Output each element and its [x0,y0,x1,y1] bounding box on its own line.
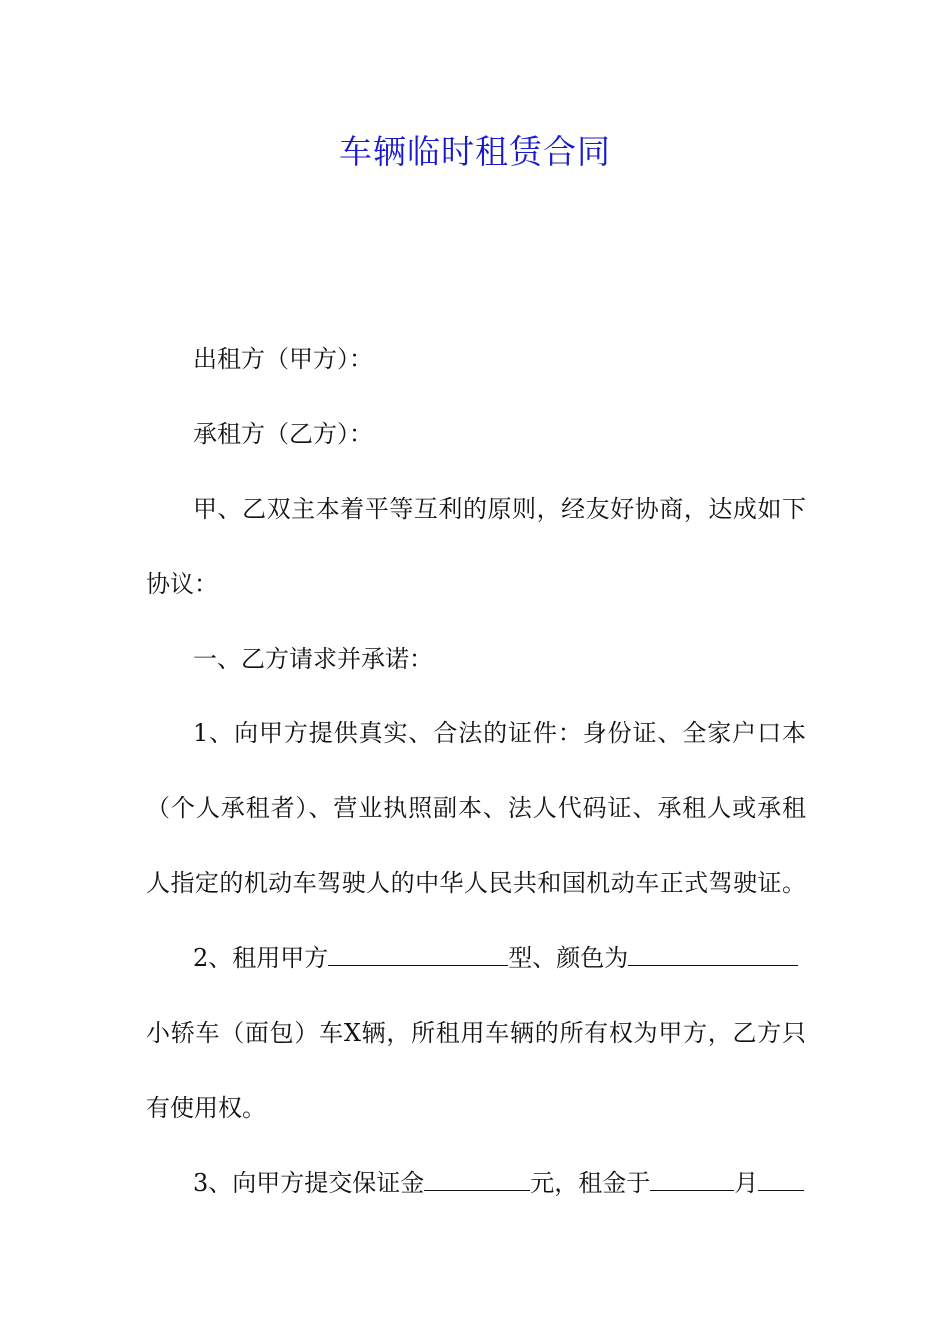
item1-line-2: （个人承租者）、营业执照副本、法人代码证、承租人或承租 [146,794,806,822]
vehicle-color-blank[interactable] [628,943,798,966]
item2-line-2: 小轿车（面包）车X辆，所租用车辆的所有权为甲方，乙方只 [146,1019,806,1047]
lessee-label: 承租方（乙方）： [193,420,373,448]
intro-line-2: 协议： [146,570,218,598]
item2-line-3: 有使用权。 [146,1094,266,1122]
item2-text-rent: 2、租用甲方 [193,944,329,972]
item2-text-color: 型、颜色为 [508,944,629,972]
document-title: 车辆临时租赁合同 [339,132,611,171]
item1-line-1: 1、向甲方提供真实、合法的证件：身份证、全家户口本 [193,719,806,747]
item2-line-1 [193,938,806,978]
rent-day-blank[interactable] [758,1168,804,1191]
item1-line-3: 人指定的机动车驾驶人的中华人民共和国机动车正式驾驶证。 [146,869,806,897]
lessor-label: 出租方（甲方）： [193,345,373,373]
intro-line-1: 甲、乙双主本着平等互利的原则，经友好协商，达成如下 [193,495,806,523]
item3-text-deposit: 3、向甲方提交保证金 [193,1169,425,1197]
vehicle-model-blank[interactable] [328,943,508,966]
item3-text-rent: 元，租金于 [530,1169,651,1197]
section1-heading: 一、乙方请求并承诺： [193,645,433,673]
item3-text-month: 月 [734,1169,759,1197]
rent-month-blank[interactable] [650,1168,734,1191]
item3-line-1 [193,1163,806,1203]
deposit-amount-blank[interactable] [424,1168,530,1191]
